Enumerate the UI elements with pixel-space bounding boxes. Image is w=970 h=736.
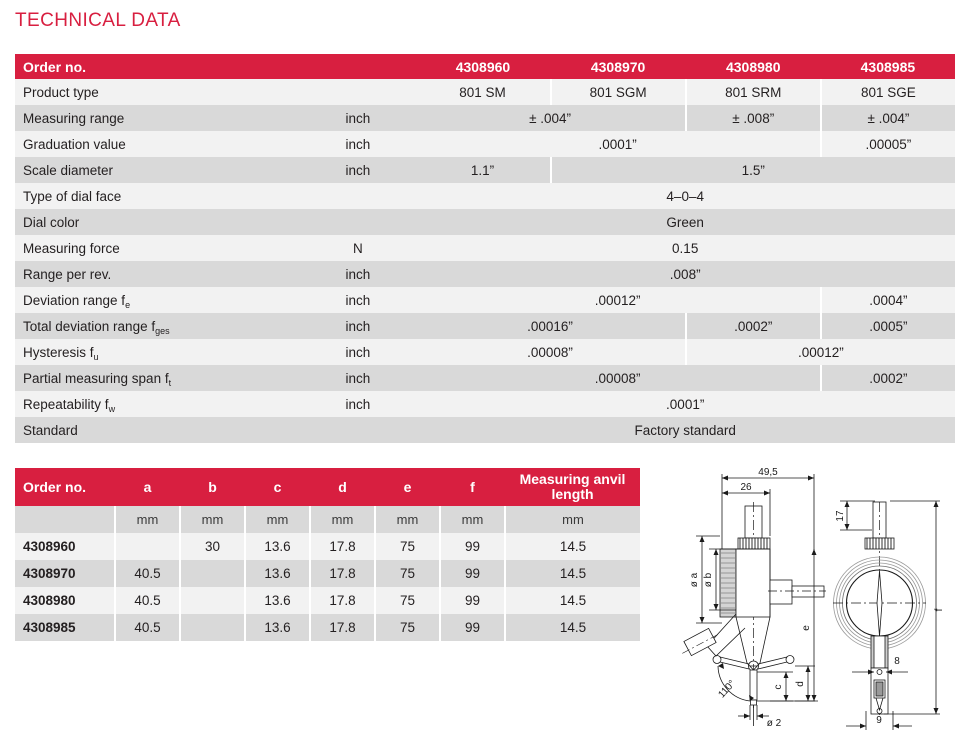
label-dim-d: d [795, 681, 806, 687]
dims-cell: 14.5 [505, 533, 640, 560]
dims-cell [115, 533, 180, 560]
dims-cell: 17.8 [310, 587, 375, 614]
dims-cell: 75 [375, 533, 440, 560]
spec-cell: 801 SGM [551, 79, 686, 105]
spec-row [15, 365, 955, 391]
dims-cell: 40.5 [115, 587, 180, 614]
spec-row [15, 417, 955, 443]
spec-row-label: Graduation value [15, 131, 300, 157]
spec-row-unit: inch [300, 261, 415, 287]
dims-row [15, 587, 640, 614]
dims-header-6: f [440, 468, 505, 506]
dims-units-row [15, 506, 640, 533]
spec-header-order-2: 4308980 [686, 54, 821, 79]
page-title: TECHNICAL DATA [15, 10, 181, 31]
spec-cell: .0004” [821, 287, 955, 313]
dims-header-2: b [180, 468, 245, 506]
spec-row-unit: inch [300, 287, 415, 313]
label-overall-length: 49,5 [758, 467, 778, 478]
spec-row-label: Repeatability $f_w$ [15, 391, 300, 417]
dims-header-1: a [115, 468, 180, 506]
spec-cell: .0002” [821, 365, 955, 391]
dims-row [15, 533, 640, 560]
spec-row-label: Type of dial face [15, 183, 300, 209]
spec-row [15, 209, 955, 235]
spec-cell: ± .004” [821, 105, 955, 131]
spec-cell: 0.15 [415, 235, 955, 261]
spec-row-label: Standard [15, 417, 300, 443]
spec-row [15, 131, 955, 157]
dims-order-no: 4308970 [15, 560, 115, 587]
spec-row-label: Measuring force [15, 235, 300, 261]
dims-cell: 13.6 [245, 560, 310, 587]
spec-row-unit: inch [300, 105, 415, 131]
dims-cell: 13.6 [245, 614, 310, 641]
spec-row [15, 79, 955, 105]
dims-cell: 30 [180, 533, 245, 560]
dims-header-row [15, 468, 640, 506]
dims-cell: 13.6 [245, 587, 310, 614]
spec-cell: ± .004” [415, 105, 685, 131]
dims-row [15, 614, 640, 641]
spec-cell: .0002” [686, 313, 821, 339]
dims-unit-5: mm [375, 506, 440, 533]
dims-unit-4: mm [310, 506, 375, 533]
spec-row [15, 391, 955, 417]
dims-cell: 14.5 [505, 587, 640, 614]
dims-order-no: 4308985 [15, 614, 115, 641]
label-stem-length: 26 [740, 482, 752, 493]
spec-row-unit: inch [300, 391, 415, 417]
dims-cell: 99 [440, 614, 505, 641]
spec-row-label: Total deviation range $f_{ges}$ [15, 313, 300, 339]
spec-cell: Factory standard [415, 417, 955, 443]
dims-order-no: 4308960 [15, 533, 115, 560]
dims-header-0: Order no. [15, 468, 115, 506]
dims-cell [180, 614, 245, 641]
dims-cell: 99 [440, 587, 505, 614]
dims-unit-7: mm [505, 506, 640, 533]
spec-row-unit [300, 209, 415, 235]
spec-cell: ± .008” [686, 105, 821, 131]
spec-row-label: Hysteresis $f_u$ [15, 339, 300, 365]
dims-header-7: Measuring anvil length [505, 468, 640, 506]
spec-cell: .008” [415, 261, 955, 287]
dims-cell: 99 [440, 560, 505, 587]
dims-cell: 40.5 [115, 560, 180, 587]
spec-row-unit: inch [300, 157, 415, 183]
dims-cell: 14.5 [505, 614, 640, 641]
dims-cell: 14.5 [505, 560, 640, 587]
spec-row [15, 313, 955, 339]
label-dim-17: 17 [835, 510, 846, 522]
dims-cell: 17.8 [310, 533, 375, 560]
spec-row-unit: inch [300, 313, 415, 339]
spec-cell: 1.5” [551, 157, 955, 183]
spec-cell: .0005” [821, 313, 955, 339]
dims-cell: 99 [440, 533, 505, 560]
dims-cell: 40.5 [115, 614, 180, 641]
dims-unit-2: mm [180, 506, 245, 533]
spec-row-label: Partial measuring span $f_t$ [15, 365, 300, 391]
spec-row-label: Deviation range $f_e$ [15, 287, 300, 313]
spec-row [15, 235, 955, 261]
dims-cell: 75 [375, 560, 440, 587]
label-dim-9: 9 [876, 715, 882, 726]
dims-cell: 75 [375, 614, 440, 641]
spec-row [15, 105, 955, 131]
spec-row-unit: inch [300, 365, 415, 391]
spec-header-order-0: 4308960 [415, 54, 550, 79]
spec-header-order-3: 4308985 [821, 54, 955, 79]
dims-row [15, 560, 640, 587]
spec-row-unit [300, 183, 415, 209]
dims-cell: 17.8 [310, 560, 375, 587]
spec-cell: .00008” [415, 339, 685, 365]
label-dia-b: ø b [703, 572, 714, 588]
dims-unit-6: mm [440, 506, 505, 533]
label-dia-a: ø a [689, 572, 700, 588]
spec-cell: Green [415, 209, 955, 235]
label-dim-8: 8 [894, 656, 900, 667]
spec-cell: .0001” [415, 391, 955, 417]
spec-row-unit: inch [300, 131, 415, 157]
spec-header-row [15, 54, 955, 79]
spec-cell: .00012” [415, 287, 820, 313]
spec-header-order-1: 4308970 [551, 54, 686, 79]
label-dim-e: e [801, 625, 812, 631]
spec-row-label: Product type [15, 79, 300, 105]
spec-cell: .00016” [415, 313, 685, 339]
dims-order-no: 4308980 [15, 587, 115, 614]
spec-cell: .00008” [415, 365, 820, 391]
dims-header-3: c [245, 468, 310, 506]
spec-row-unit [300, 79, 415, 105]
spec-cell: 4–0–4 [415, 183, 955, 209]
spec-row-label: Range per rev. [15, 261, 300, 287]
specification-table [15, 54, 955, 443]
label-angle: 110° [716, 678, 738, 701]
label-tip-dia: ø 2 [766, 718, 782, 729]
spec-header-label: Order no. [15, 54, 300, 79]
dims-header-5: e [375, 468, 440, 506]
dims-header-4: d [310, 468, 375, 506]
label-dim-c: c [773, 684, 784, 690]
spec-row [15, 183, 955, 209]
spec-cell: .00012” [686, 339, 955, 365]
dimensions-table [15, 468, 640, 641]
spec-cell: 801 SRM [686, 79, 821, 105]
spec-row-label: Measuring range [15, 105, 300, 131]
spec-row-label: Dial color [15, 209, 300, 235]
spec-row [15, 287, 955, 313]
dims-cell [180, 560, 245, 587]
dims-cell: 75 [375, 587, 440, 614]
spec-row-label: Scale diameter [15, 157, 300, 183]
dims-cell: 17.8 [310, 614, 375, 641]
label-dim-f: f [934, 608, 945, 612]
spec-cell: 801 SM [415, 79, 550, 105]
dial-test-indicator-drawing [650, 458, 970, 736]
spec-row-unit [300, 417, 415, 443]
spec-row-unit: N [300, 235, 415, 261]
dims-cell [180, 587, 245, 614]
spec-row [15, 261, 955, 287]
spec-row [15, 339, 955, 365]
spec-cell: 801 SGE [821, 79, 955, 105]
dims-unit-0 [15, 506, 115, 533]
spec-cell: .00005” [821, 131, 955, 157]
spec-row [15, 157, 955, 183]
spec-cell: 1.1” [415, 157, 550, 183]
spec-row-unit: inch [300, 339, 415, 365]
dims-cell: 13.6 [245, 533, 310, 560]
spec-cell: .0001” [415, 131, 820, 157]
dims-unit-3: mm [245, 506, 310, 533]
dims-unit-1: mm [115, 506, 180, 533]
spec-header-unit [300, 54, 415, 79]
